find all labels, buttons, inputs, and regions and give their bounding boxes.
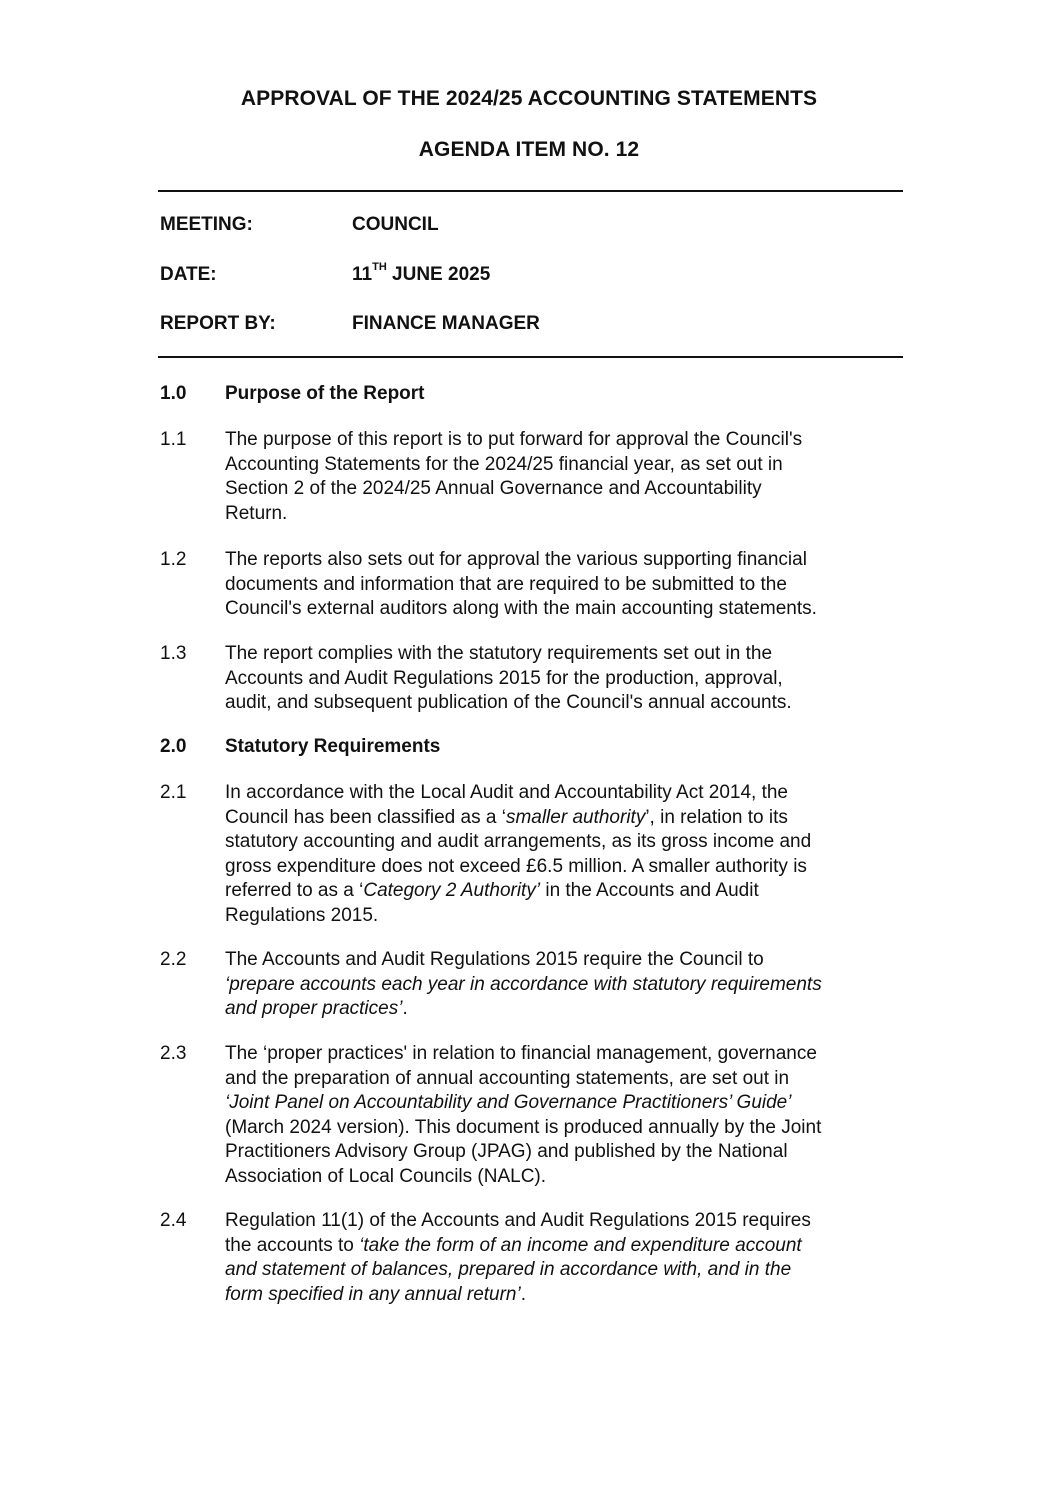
text-line: [225, 1234, 905, 1259]
text-line: gross expenditure does not exceed £6.5 million. A smaller authority is: [225, 855, 807, 877]
text-run: .: [402, 998, 408, 1019]
text-line: The Accounts and Audit Regulations 2015 require the Council to: [225, 949, 764, 970]
text-run: Council has been classified as a ‘: [225, 806, 506, 828]
paragraph-text: [225, 642, 905, 716]
paragraph-text: [225, 781, 905, 928]
paragraph-number: 1.2: [160, 549, 187, 570]
italic-quote: and statement of balances, prepared in accordance with, and in the: [225, 1259, 792, 1280]
section-number: 2.0: [160, 736, 187, 757]
text-line: The reports also sets out for approval the various supporting financial: [225, 549, 807, 570]
report-by-label: REPORT BY:: [160, 313, 276, 334]
date-rest: JUNE 2025: [386, 264, 491, 285]
italic-quote: ‘take the form of an income and expenditure account: [359, 1234, 802, 1256]
text-line: audit, and subsequent publication of the Council's annual accounts.: [225, 692, 792, 713]
section-title: Statutory Requirements: [225, 736, 441, 757]
text-line: Return.: [225, 502, 288, 524]
paragraph-text: [225, 948, 905, 1022]
text-line: Accounts and Audit Regulations 2015 for the production, approval,: [225, 667, 783, 689]
meeting-value: COUNCIL: [352, 214, 439, 235]
date-day: 11: [352, 264, 373, 285]
text-line: documents and information that are required to be submitted to the: [225, 573, 787, 595]
text-line: Regulation 11(1) of the Accounts and Audit Regulations 2015 requires: [225, 1210, 811, 1231]
text-line: statutory accounting and audit arrangements, as its gross income and: [225, 831, 812, 852]
text-line: Accounting Statements for the 2024/25 financial year, as set out in: [225, 453, 783, 475]
paragraph-text: [225, 428, 905, 526]
report-by-value: FINANCE MANAGER: [352, 313, 540, 334]
text-line: and the preparation of annual accounting statements, are set out in: [225, 1067, 790, 1089]
paragraph-text: [225, 1209, 905, 1307]
text-run: the accounts to: [225, 1234, 360, 1256]
text-line: [225, 879, 905, 904]
text-line: [225, 1258, 905, 1283]
text-line: Council's external auditors along with the main accounting statements.: [225, 598, 817, 619]
text-line: Regulations 2015.: [225, 904, 379, 926]
text-line: [225, 973, 905, 998]
document-title: APPROVAL OF THE 2024/25 ACCOUNTING STATEMENTS: [240, 87, 818, 110]
italic-quote: ‘prepare accounts each year in accordance with statutory requirements: [225, 973, 822, 995]
text-line: [225, 1283, 905, 1308]
paragraph-number: 1.3: [160, 643, 187, 664]
paragraph-number: 2.1: [160, 782, 187, 803]
date-label: DATE:: [160, 264, 217, 285]
text-run: ’, in relation to its: [645, 806, 788, 828]
text-line: (March 2024 version). This document is produced annually by the Joint: [225, 1116, 822, 1138]
italic-title: ‘Joint Panel on Accountability and Governance Practitioners’ Guide’: [225, 1092, 792, 1113]
paragraph-text: [225, 548, 905, 622]
text-line: [225, 806, 905, 831]
italic-term: smaller authority: [505, 806, 646, 828]
paragraph-text: [225, 1042, 905, 1189]
italic-quote: and proper practices’: [225, 998, 403, 1019]
section-number: 1.0: [160, 383, 187, 404]
agenda-item-heading: AGENDA ITEM NO. 12: [418, 138, 640, 161]
text-line: The purpose of this report is to put forward for approval the Council's: [225, 429, 803, 450]
italic-quote: form specified in any annual return’: [225, 1283, 521, 1305]
text-run: in the Accounts and Audit: [540, 880, 759, 901]
text-line: Practitioners Advisory Group (JPAG) and published by the National: [225, 1141, 788, 1162]
text-line: Association of Local Councils (NALC).: [225, 1165, 547, 1187]
italic-term: Category 2 Authority’: [363, 880, 541, 901]
date-suffix: TH: [372, 261, 387, 273]
meeting-label: MEETING:: [160, 214, 253, 235]
text-line: In accordance with the Local Audit and Accountability Act 2014, the: [225, 782, 788, 803]
text-line: The report complies with the statutory requirements set out in the: [225, 643, 773, 664]
paragraph-number: 2.2: [160, 949, 187, 970]
date-value: [352, 261, 491, 286]
text-run: .: [520, 1283, 526, 1305]
text-line: [225, 997, 905, 1022]
section-title: Purpose of the Report: [225, 383, 425, 404]
text-run: referred to as a ‘: [225, 880, 364, 901]
top-divider: [158, 190, 903, 192]
paragraph-number: 2.3: [160, 1043, 187, 1064]
bottom-divider: [158, 356, 903, 358]
paragraph-number: 1.1: [160, 429, 187, 450]
text-line: Section 2 of the 2024/25 Annual Governance and Accountability: [225, 478, 762, 499]
text-line: [225, 1091, 905, 1116]
paragraph-number: 2.4: [160, 1210, 187, 1231]
text-line: The ‘proper practices' in relation to financial management, governance: [225, 1043, 817, 1064]
